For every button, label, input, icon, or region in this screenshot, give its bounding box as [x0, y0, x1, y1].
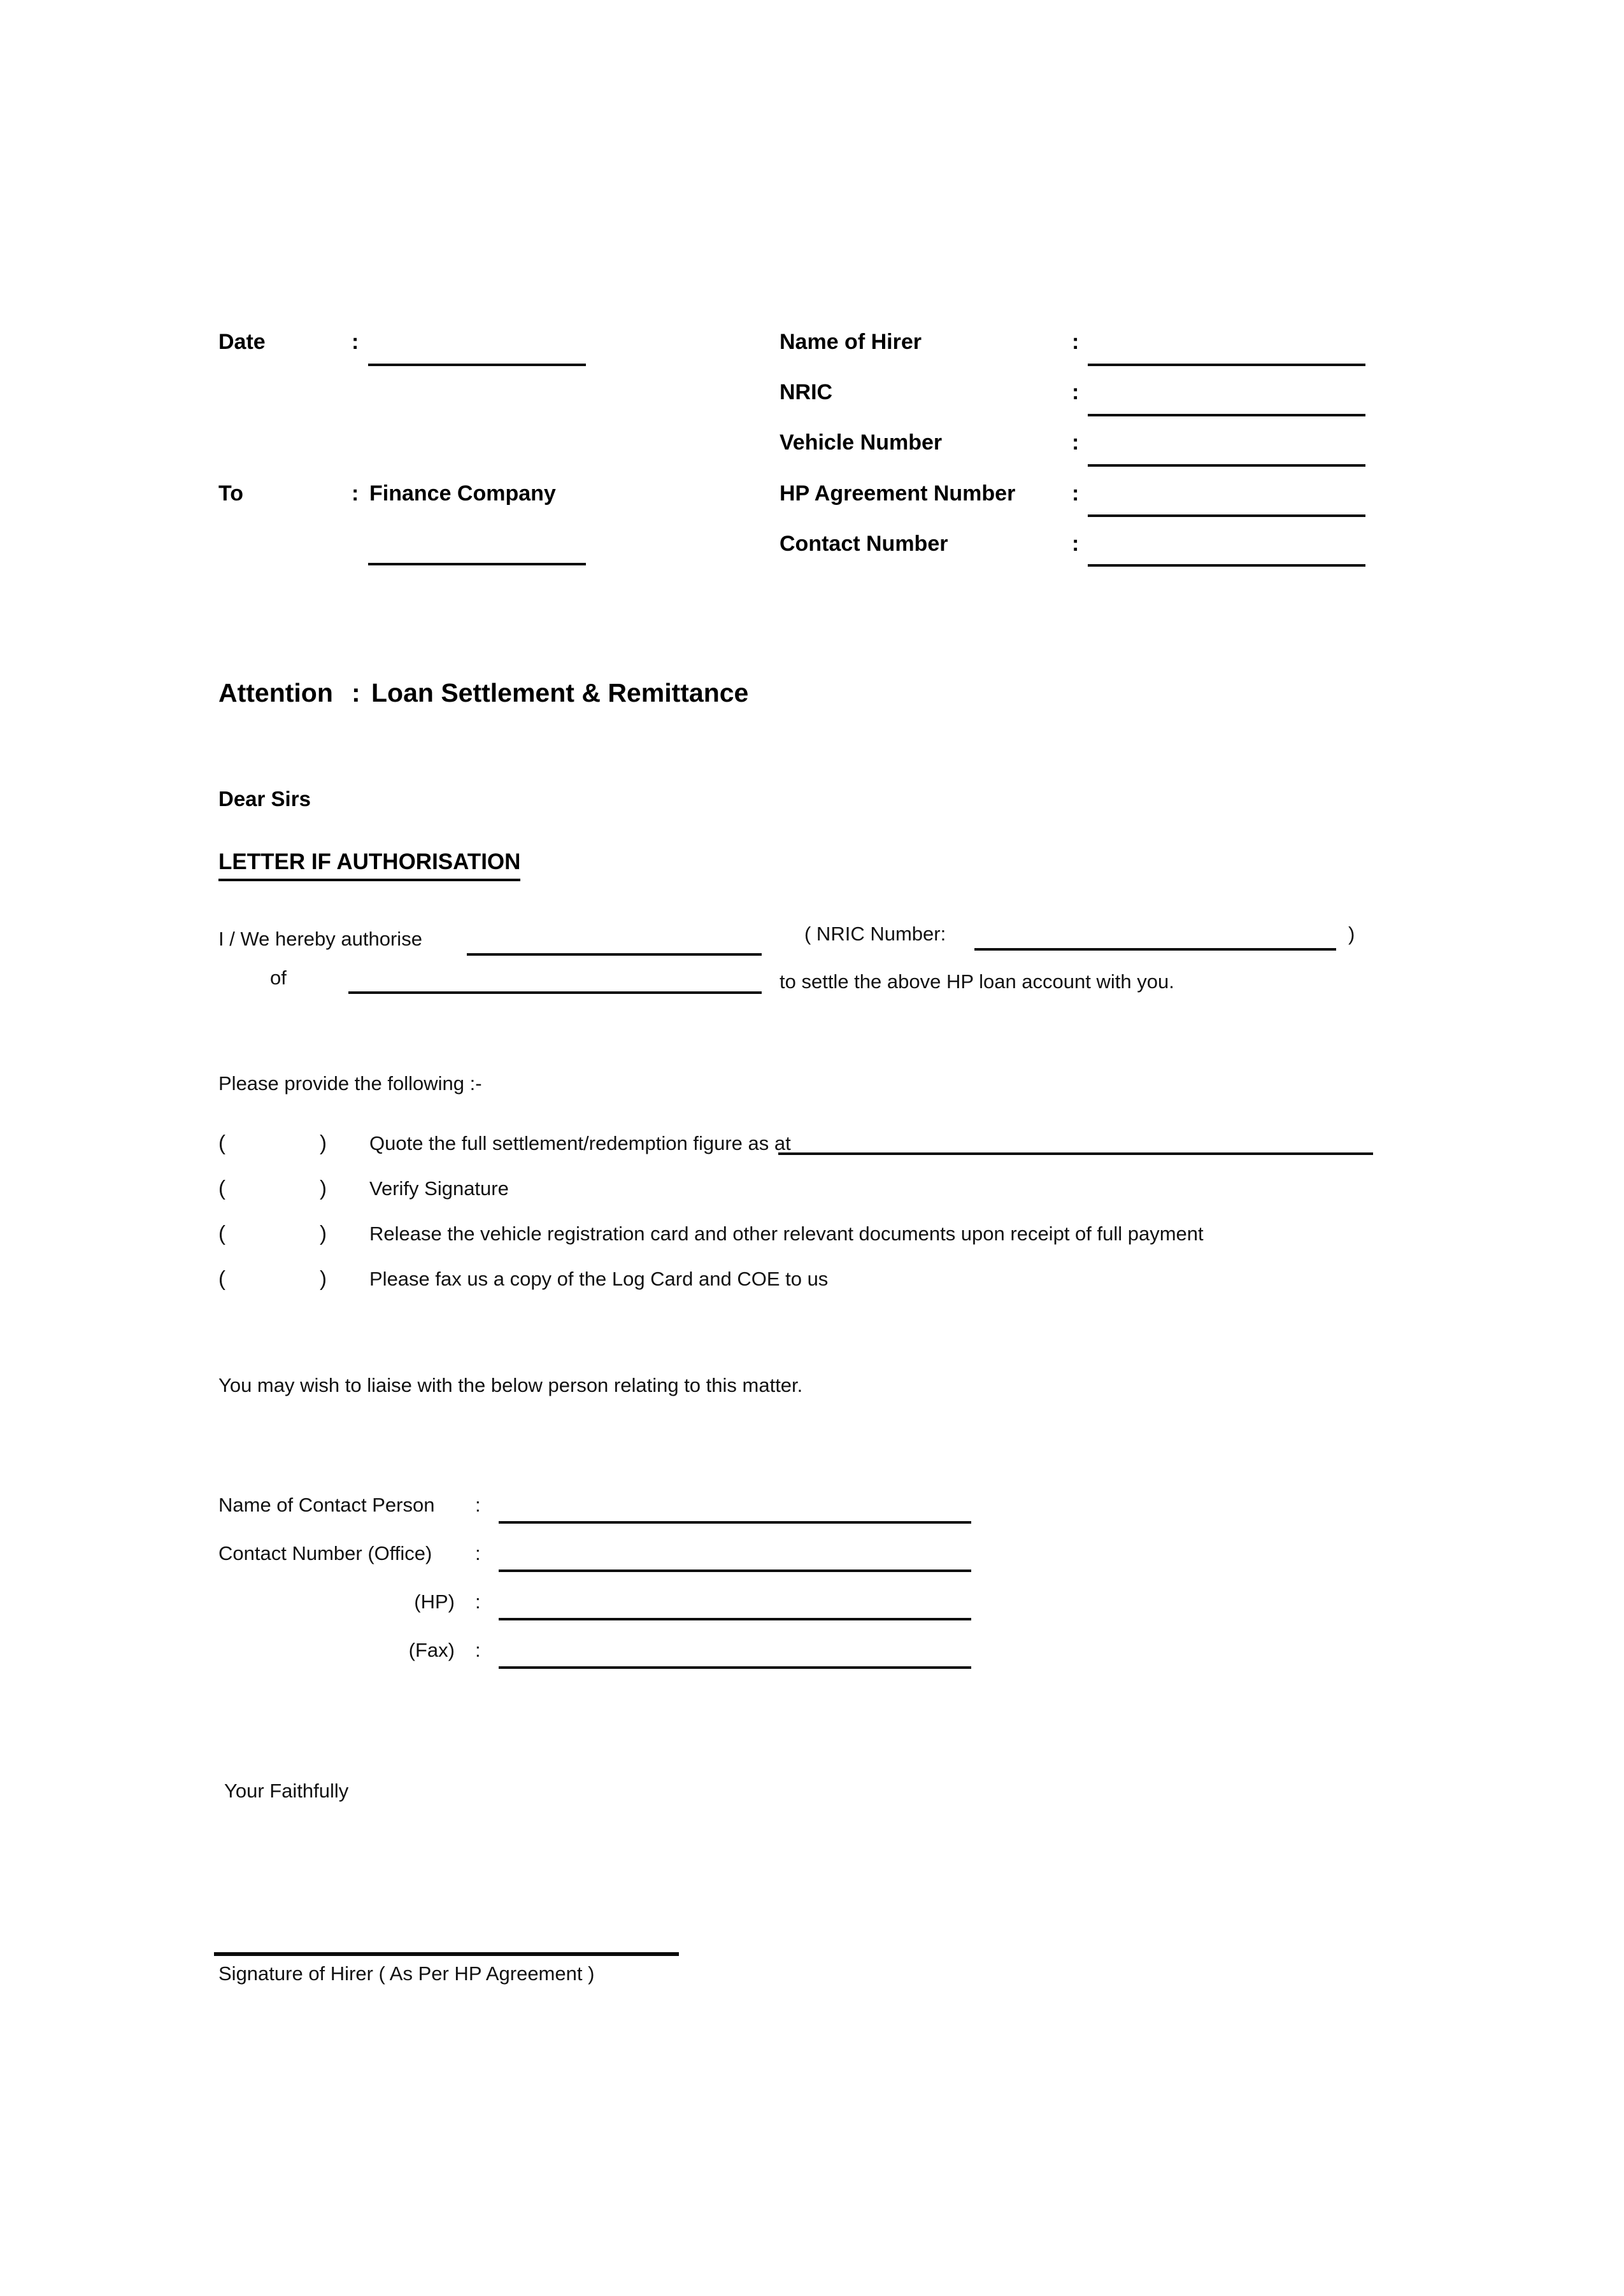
- fax-number-label: (Fax): [408, 1639, 455, 1661]
- of-label: of: [270, 967, 287, 989]
- name-of-hirer-blank-line[interactable]: [1088, 364, 1365, 366]
- to-value: Finance Company: [369, 481, 556, 506]
- nric-number-close-paren: ): [1348, 923, 1355, 945]
- vehicle-number-colon: :: [1072, 430, 1079, 455]
- letter-title: LETTER IF AUTHORISATION: [218, 849, 520, 881]
- close-paren-icon: ): [320, 1221, 327, 1245]
- nric-label: NRIC: [780, 380, 833, 404]
- office-number-blank-line[interactable]: [499, 1570, 971, 1572]
- contact-number-label: Contact Number: [780, 532, 948, 556]
- liaise-note: You may wish to liaise with the below person relating to this matter.: [218, 1374, 803, 1396]
- checkbox-fax-log-card[interactable]: [218, 1266, 327, 1291]
- hp-number-label: (HP): [414, 1591, 455, 1613]
- to-label: To: [218, 481, 244, 506]
- checkbox-settlement-figure[interactable]: [218, 1130, 327, 1156]
- checkbox-release-documents[interactable]: [218, 1221, 327, 1246]
- office-number-colon: :: [475, 1542, 481, 1564]
- checklist-item-verify-signature: Verify Signature: [369, 1177, 509, 1200]
- settle-suffix-text: to settle the above HP loan account with you.: [780, 970, 1174, 993]
- date-colon: :: [352, 330, 359, 354]
- authorise-prefix-text: I / We hereby authorise: [218, 928, 422, 950]
- attention-label: Attention: [218, 678, 333, 707]
- settlement-date-blank-line[interactable]: [778, 1152, 1373, 1155]
- hp-number-blank-line[interactable]: [499, 1618, 971, 1620]
- hp-agreement-number-colon: :: [1072, 481, 1079, 506]
- close-paren-icon: ): [320, 1176, 327, 1200]
- checklist-item-settlement-figure: Quote the full settlement/redemption figure as at: [369, 1132, 791, 1154]
- signature-caption: Signature of Hirer ( As Per HP Agreement ): [218, 1962, 595, 1985]
- attention-colon: :: [352, 678, 360, 707]
- signature-line[interactable]: [214, 1952, 679, 1956]
- fax-number-blank-line[interactable]: [499, 1666, 971, 1669]
- contact-number-colon: :: [1072, 532, 1079, 556]
- checklist-item-release-documents: Release the vehicle registration card and other relevant documents upon receipt of full payment: [369, 1222, 1204, 1245]
- vehicle-number-blank-line[interactable]: [1088, 464, 1365, 467]
- contact-number-blank-line[interactable]: [1088, 564, 1365, 567]
- name-of-hirer-label: Name of Hirer: [780, 330, 922, 354]
- finance-company-blank-line[interactable]: [368, 563, 586, 565]
- open-paren-icon: (: [218, 1131, 225, 1154]
- company-name-blank-line[interactable]: [348, 991, 762, 994]
- authorised-name-blank-line[interactable]: [467, 953, 762, 956]
- open-paren-icon: (: [218, 1221, 225, 1245]
- salutation: Dear Sirs: [218, 787, 311, 811]
- vehicle-number-label: Vehicle Number: [780, 430, 943, 455]
- date-label: Date: [218, 330, 266, 354]
- office-number-label: Contact Number (Office): [218, 1542, 432, 1564]
- close-paren-icon: ): [320, 1266, 327, 1290]
- checklist-intro: Please provide the following :-: [218, 1072, 482, 1095]
- hp-agreement-number-blank-line[interactable]: [1088, 514, 1365, 517]
- contact-person-label: Name of Contact Person: [218, 1494, 435, 1516]
- close-paren-icon: ): [320, 1131, 327, 1154]
- valediction: Your Faithfully: [224, 1780, 349, 1802]
- hp-agreement-number-label: HP Agreement Number: [780, 481, 1016, 506]
- date-blank-line[interactable]: [368, 364, 586, 366]
- checklist-item-fax-log-card: Please fax us a copy of the Log Card and COE to us: [369, 1268, 829, 1290]
- nric-blank-line[interactable]: [1088, 414, 1365, 416]
- nric-number-open-text: ( NRIC Number:: [804, 923, 946, 945]
- open-paren-icon: (: [218, 1176, 225, 1200]
- fax-number-colon: :: [475, 1639, 481, 1661]
- attention-value: Loan Settlement & Remittance: [371, 678, 749, 707]
- nric-colon: :: [1072, 380, 1079, 404]
- name-of-hirer-colon: :: [1072, 330, 1079, 354]
- hp-number-colon: :: [475, 1591, 481, 1613]
- contact-person-blank-line[interactable]: [499, 1521, 971, 1524]
- contact-person-colon: :: [475, 1494, 481, 1516]
- to-colon: :: [352, 481, 359, 506]
- nric-number-blank-line[interactable]: [974, 948, 1336, 951]
- open-paren-icon: (: [218, 1266, 225, 1290]
- checkbox-verify-signature[interactable]: [218, 1175, 327, 1201]
